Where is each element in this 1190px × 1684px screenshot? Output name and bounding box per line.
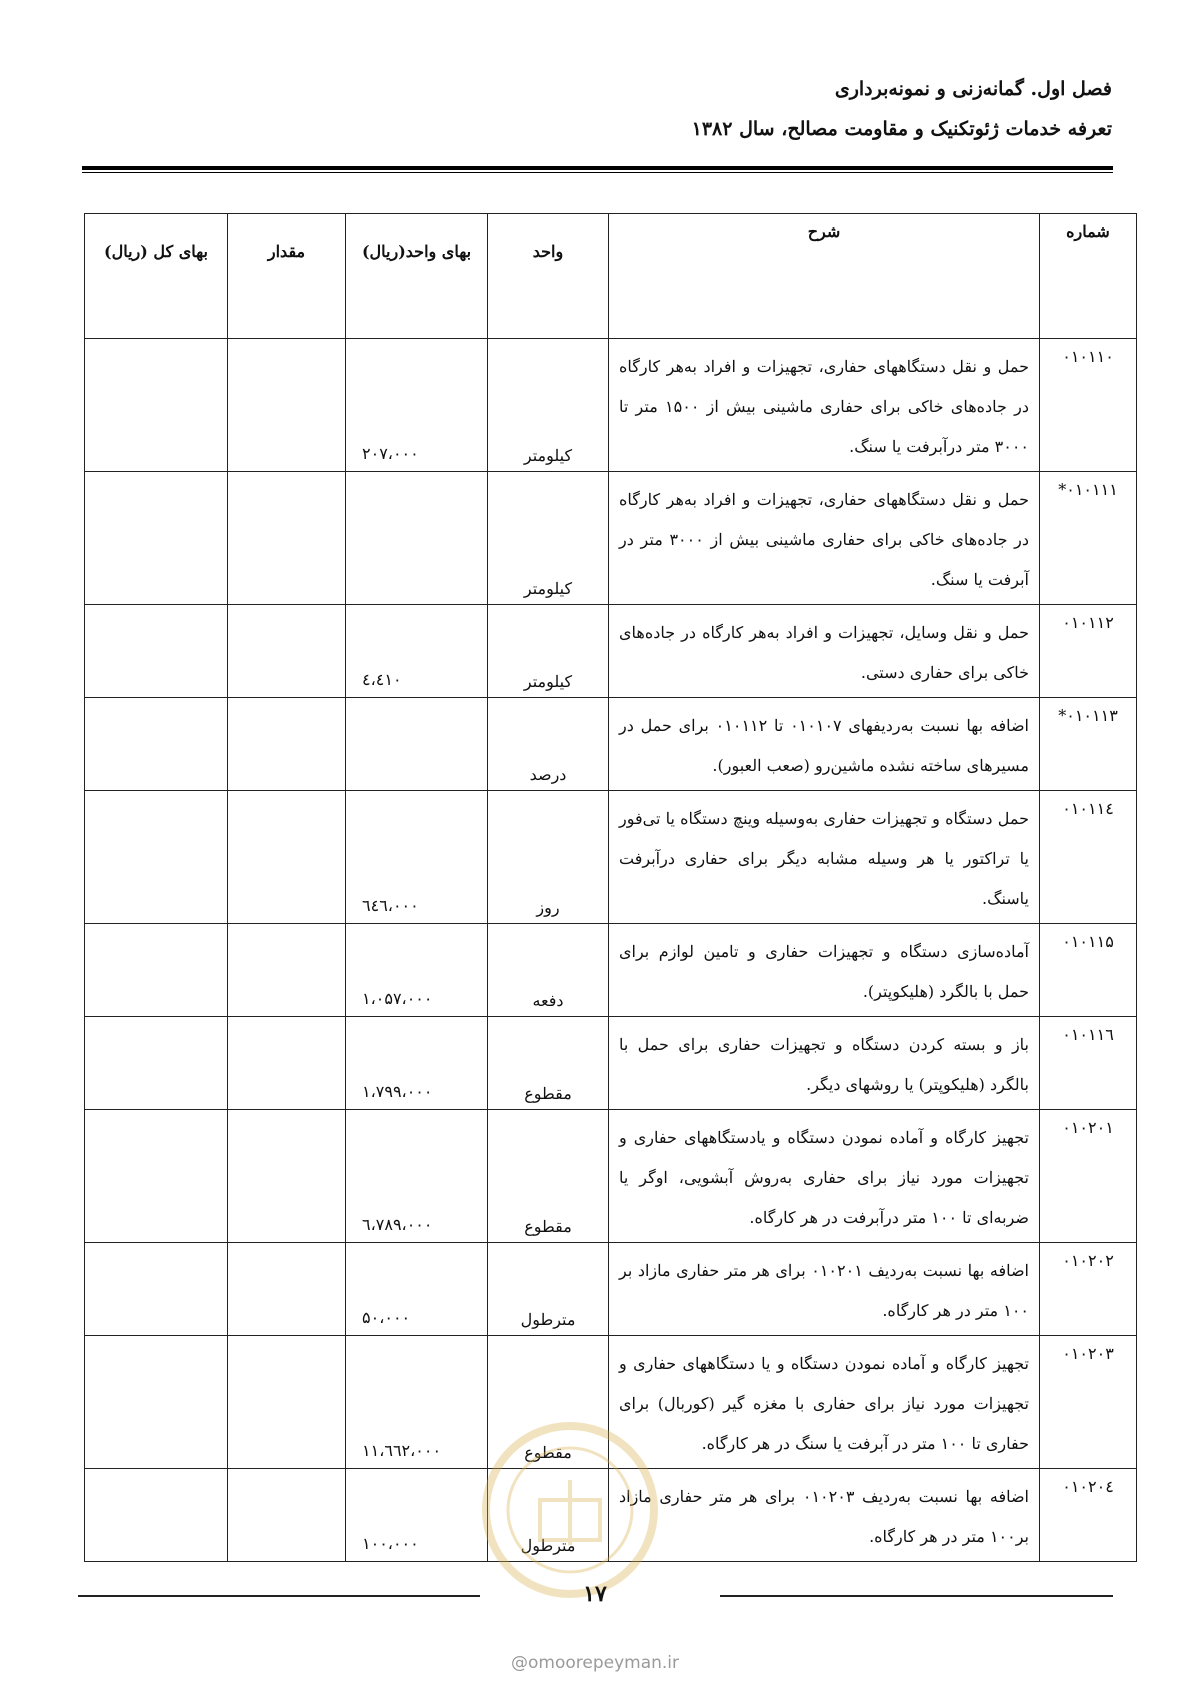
price-table	[84, 213, 1137, 1562]
row-total-price	[85, 1243, 228, 1336]
row-description: حمل و نقل دستگاههای حفاری، تجهیزات و افراد به‌هر کارگاه در جاده‌های خاکی برای حفاری ماشینی بیش از ۳۰۰۰ متر در آبرفت یا سنگ.	[609, 472, 1040, 605]
row-description: تجهیز کارگاه و آماده نمودن دستگاه و یا دستگاههای حفاری و تجهیزات مورد نیاز برای حفاری با مغزه گیر (کوربال) برای حفاری تا ۱۰۰ متر در آبرفت یا سنگ در هر کارگاه.	[609, 1336, 1040, 1469]
row-unit-price: ۱۰۰،۰۰۰	[346, 1469, 488, 1562]
row-quantity	[228, 339, 346, 472]
row-code: ۰۱۰۱۱۰	[1040, 339, 1137, 472]
row-description: باز و بسته کردن دستگاه و تجهیزات حفاری برای حمل با بالگرد (هلیکوپتر) یا روشهای دیگر.	[609, 1017, 1040, 1110]
row-unit-price: ۲۰۷،۰۰۰	[346, 339, 488, 472]
row-code: ۰۱۰۲۰٤	[1040, 1469, 1137, 1562]
row-description: اضافه بها نسبت به‌ردیف ۰۱۰۲۰۳ برای هر متر حفاری مازاد بر۱۰۰ متر در هر کارگاه.	[609, 1469, 1040, 1562]
watermark-text: @omoorepeyman.ir	[510, 1653, 680, 1673]
row-unit: روز	[488, 791, 609, 924]
page-header	[78, 78, 1112, 140]
row-total-price	[85, 924, 228, 1017]
row-unit-price: ٤،٤۱۰	[346, 605, 488, 698]
row-unit-price: ۱،۰۵۷،۰۰۰	[346, 924, 488, 1017]
row-quantity	[228, 1110, 346, 1243]
row-unit-price: ٦٤٦،۰۰۰	[346, 791, 488, 924]
row-total-price	[85, 605, 228, 698]
row-quantity	[228, 605, 346, 698]
row-unit: مترطول	[488, 1243, 609, 1336]
table-row	[85, 1017, 1137, 1110]
row-description: اضافه بها نسبت به‌ردیف ۰۱۰۲۰۱ برای هر متر حفاری مازاد بر ۱۰۰ متر در هر کارگاه.	[609, 1243, 1040, 1336]
chapter-title: فصل اول. گمانه‌زنی و نمونه‌برداری	[834, 78, 1112, 100]
row-quantity	[228, 698, 346, 791]
row-quantity	[228, 472, 346, 605]
row-unit: کیلومتر	[488, 472, 609, 605]
table-row	[85, 924, 1137, 1017]
row-total-price	[85, 1336, 228, 1469]
col-header-unit-price: بهای واحد(ریال)	[346, 214, 488, 339]
row-quantity	[228, 1243, 346, 1336]
row-code: ۰۱۰۱۱۳*	[1040, 698, 1137, 791]
row-unit: کیلومتر	[488, 605, 609, 698]
row-code: ۰۱۰۱۱۱*	[1040, 472, 1137, 605]
row-total-price	[85, 472, 228, 605]
row-unit: مقطوع	[488, 1336, 609, 1469]
row-description: تجهیز کارگاه و آماده نمودن دستگاه و یادستگاههای حفاری و تجهیزات مورد نیاز برای حفاری به‌روش آبشویی، اوگر یا ضربه‌ای تا ۱۰۰ متر درآبرفت در هر کارگاه.	[609, 1110, 1040, 1243]
row-code: ۰۱۰۱۱٦	[1040, 1017, 1137, 1110]
row-description: آماده‌سازی دستگاه و تجهیزات حفاری و تامین لوازم برای حمل با بالگرد (هلیکوپتر).	[609, 924, 1040, 1017]
row-unit: مترطول	[488, 1469, 609, 1562]
col-header-desc: شرح	[609, 214, 1040, 339]
row-unit: درصد	[488, 698, 609, 791]
col-header-code: شماره	[1040, 214, 1137, 339]
row-code: ۰۱۰۲۰۱	[1040, 1110, 1137, 1243]
watermark-seal-icon	[480, 1420, 660, 1600]
row-code: ۰۱۰۱۱۲	[1040, 605, 1137, 698]
row-unit-price: ٦،۷۸۹،۰۰۰	[346, 1110, 488, 1243]
row-unit: مقطوع	[488, 1017, 609, 1110]
row-code: ۰۱۰۱۱٤	[1040, 791, 1137, 924]
row-code: ۰۱۰۲۰۳	[1040, 1336, 1137, 1469]
row-total-price	[85, 698, 228, 791]
row-total-price	[85, 1110, 228, 1243]
table-header-row	[85, 214, 1137, 339]
row-total-price	[85, 791, 228, 924]
row-description: حمل دستگاه و تجهیزات حفاری به‌وسیله وینچ دستگاه یا تی‌فور یا تراکتور یا هر وسیله مشابه دیگر برای حفاری درآبرفت یاسنگ.	[609, 791, 1040, 924]
table-row	[85, 605, 1137, 698]
row-unit-price: ۵۰،۰۰۰	[346, 1243, 488, 1336]
document-subtitle: تعرفه خدمات ژئوتکنیک و مقاومت مصالح، سال ۱۳۸۲	[691, 118, 1112, 140]
table-row	[85, 698, 1137, 791]
row-unit-price	[346, 472, 488, 605]
row-quantity	[228, 1336, 346, 1469]
col-header-qty: مقدار	[228, 214, 346, 339]
row-total-price	[85, 1469, 228, 1562]
row-code: ۰۱۰۲۰۲	[1040, 1243, 1137, 1336]
row-unit: کیلومتر	[488, 339, 609, 472]
page-number: ۱۷	[583, 1581, 607, 1607]
row-quantity	[228, 1469, 346, 1562]
col-header-total: بهای کل (ریال)	[85, 214, 228, 339]
table-row	[85, 1243, 1137, 1336]
row-description: حمل و نقل دستگاههای حفاری، تجهیزات و افراد به‌هر کارگاه در جاده‌های خاکی برای حفاری ماشینی بیش از ۱۵۰۰ متر تا ۳۰۰۰ متر درآبرفت یا سنگ.	[609, 339, 1040, 472]
row-description: حمل و نقل وسایل، تجهیزات و افراد به‌هر کارگاه در جاده‌های خاکی برای حفاری دستی.	[609, 605, 1040, 698]
row-unit-price: ۱۱،٦٦۲،۰۰۰	[346, 1336, 488, 1469]
header-rule-thick	[82, 166, 1113, 170]
col-header-unit: واحد	[488, 214, 609, 339]
row-unit: مقطوع	[488, 1110, 609, 1243]
row-total-price	[85, 1017, 228, 1110]
table-row	[85, 1110, 1137, 1243]
row-quantity	[228, 791, 346, 924]
row-quantity	[228, 924, 346, 1017]
table-row	[85, 472, 1137, 605]
row-unit-price: ۱،۷۹۹،۰۰۰	[346, 1017, 488, 1110]
row-quantity	[228, 1017, 346, 1110]
row-code: ۰۱۰۱۱۵	[1040, 924, 1137, 1017]
row-total-price	[85, 339, 228, 472]
row-unit: دفعه	[488, 924, 609, 1017]
row-unit-price	[346, 698, 488, 791]
table-row	[85, 791, 1137, 924]
header-rule-thin	[82, 172, 1113, 173]
table-row	[85, 339, 1137, 472]
row-description: اضافه بها نسبت به‌ردیفهای ۰۱۰۱۰۷ تا ۰۱۰۱۱۲ برای حمل در مسیرهای ساخته نشده ماشین‌رو (صعب العبور).	[609, 698, 1040, 791]
